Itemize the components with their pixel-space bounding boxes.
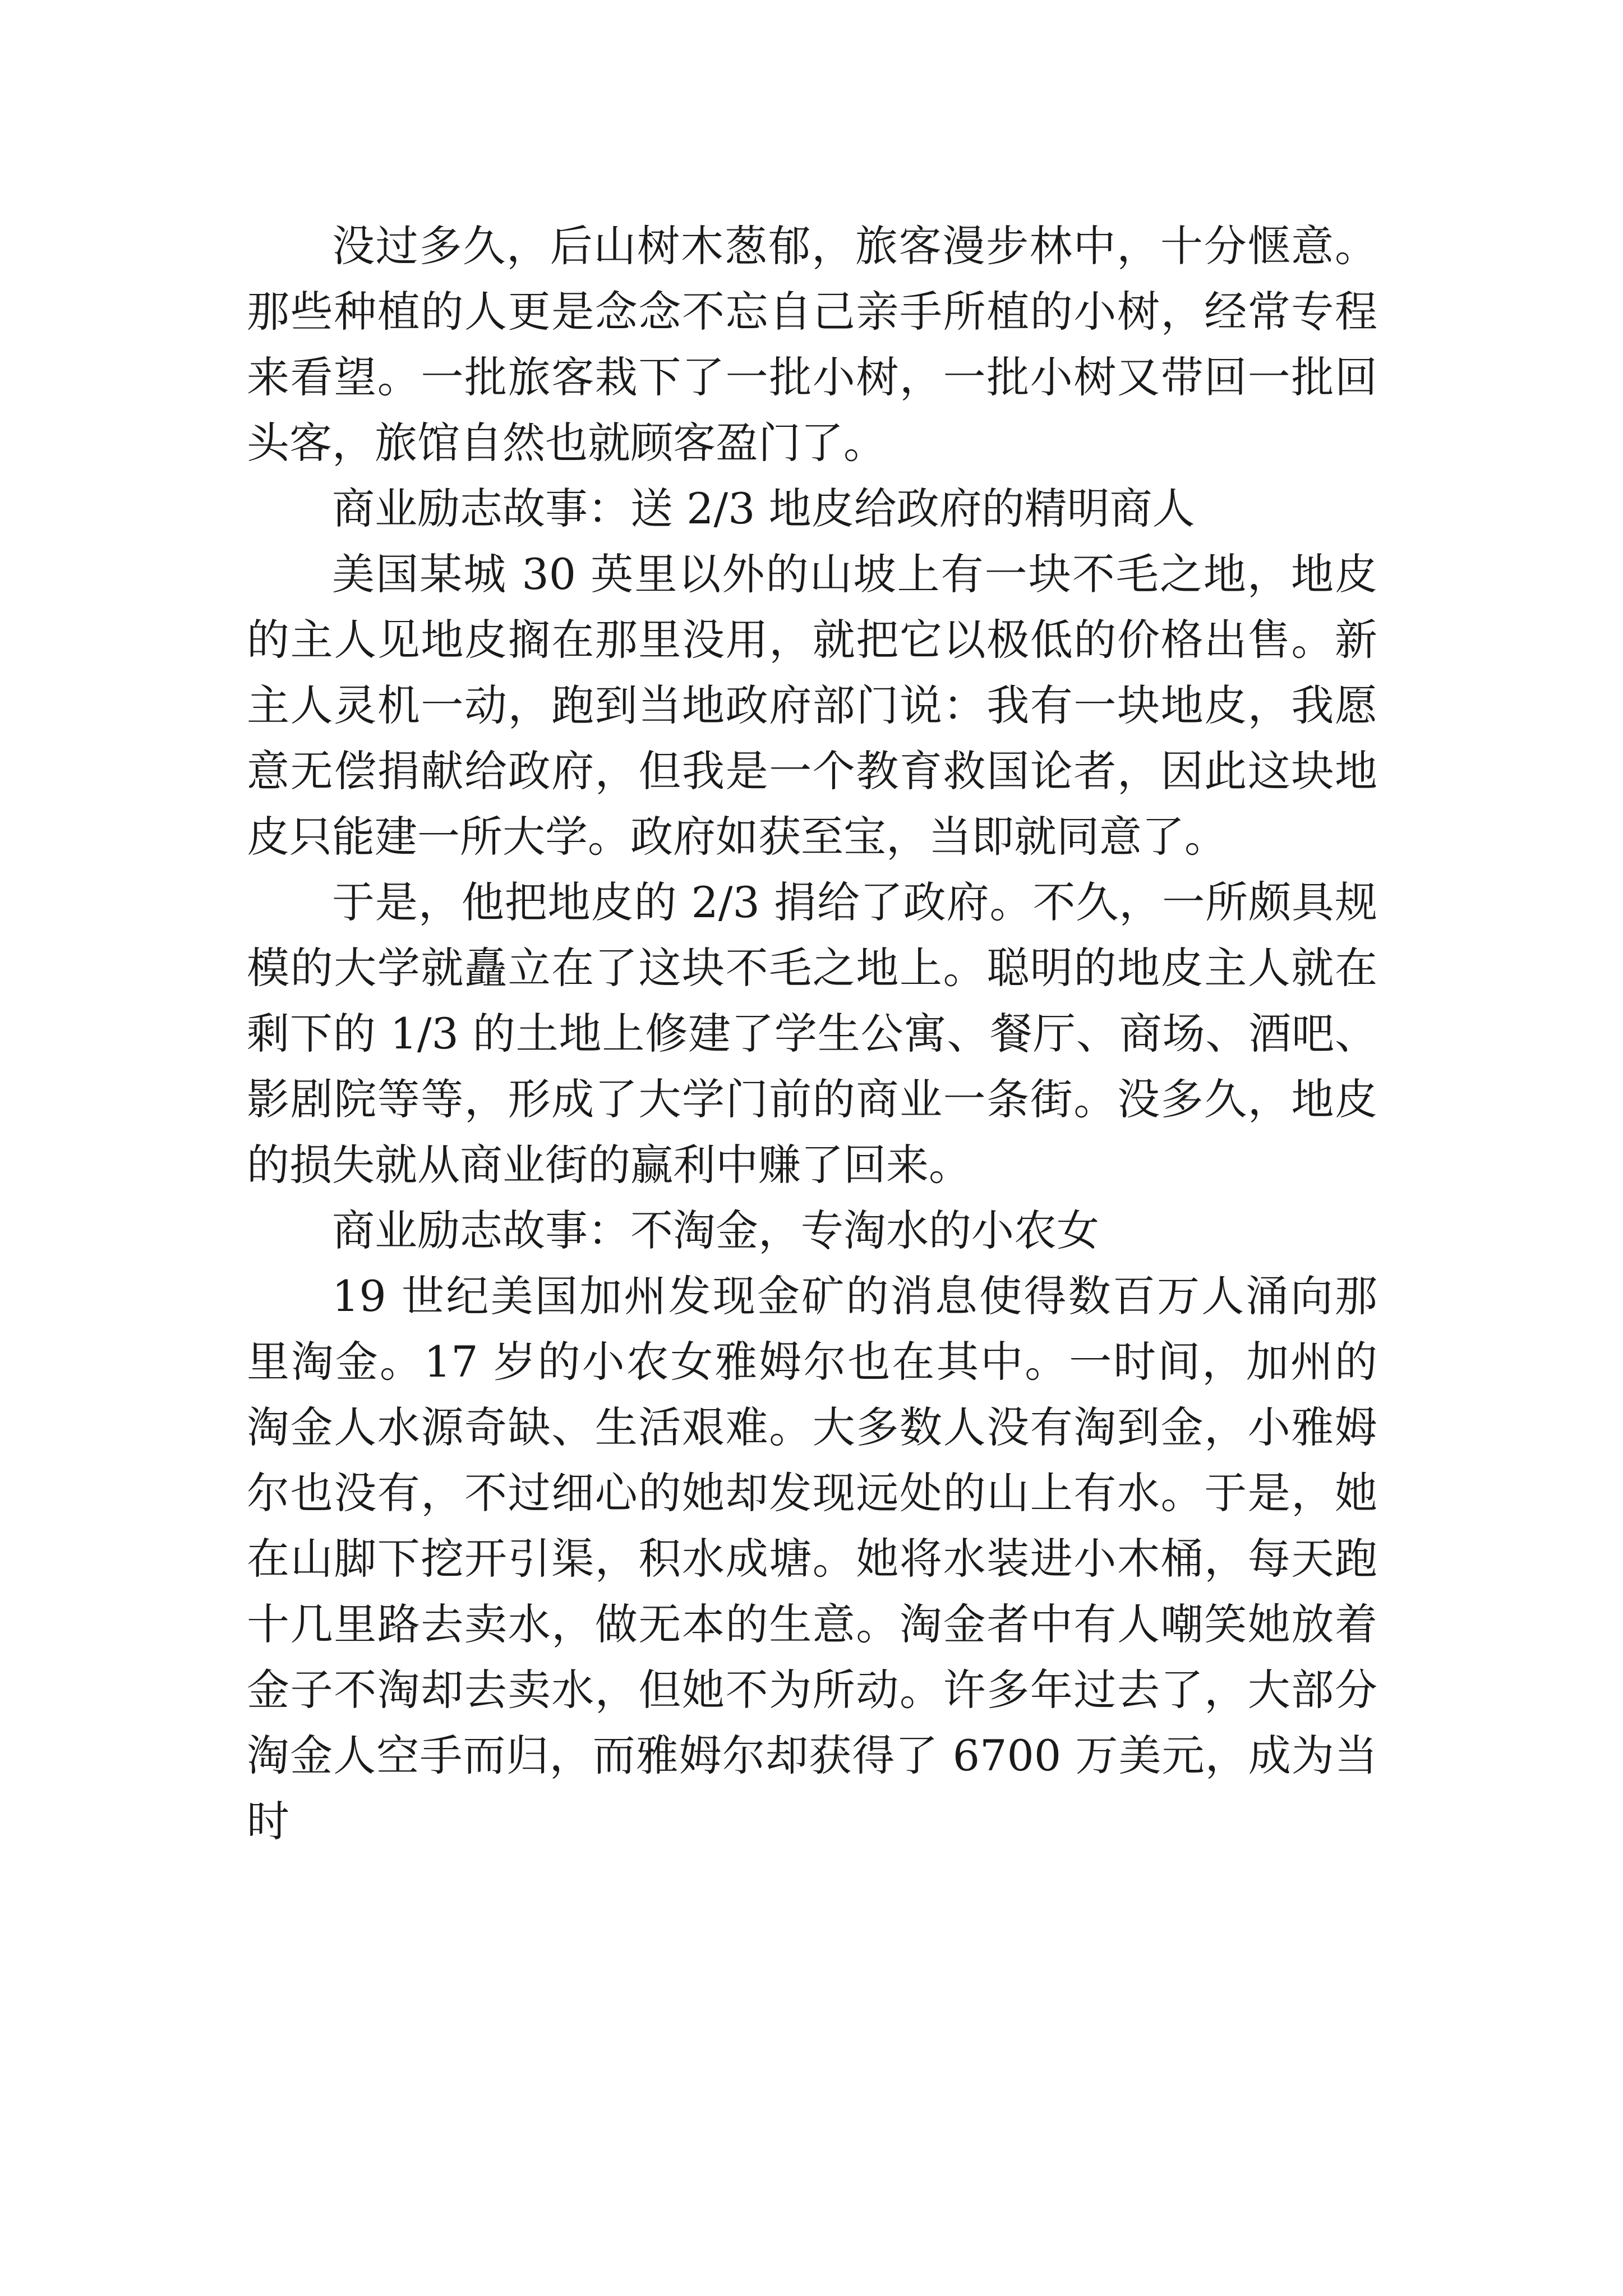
paragraph-university-street: 于是，他把地皮的 2/3 捐给了政府。不久，一所颇具规模的大学就矗立在了这块不毛之地上。聪明的地皮主人就在剩下的 1/3 的土地上修建了学生公寓、餐厅、商场、酒吧、影剧院等等，形成了大学门前的商业一条街。没多久，地皮的损失就从商业街的赢利中赚了回来。 xyxy=(247,877,1377,1190)
document-body xyxy=(247,213,1377,1854)
section-heading-water-seller: 商业励志故事：不淘金，专淘水的小农女 xyxy=(332,1205,1099,1255)
section-heading-land-merchant: 商业励志故事：送 2/3 地皮给政府的精明商人 xyxy=(332,484,1195,533)
paragraph-trees-conclusion: 没过多久，后山树木葱郁，旅客漫步林中，十分惬意。那些种植的人更是念念不忘自己亲手所植的小树，经常专程来看望。一批旅客栽下了一批小树，一批小树又带回一批回头客，旅馆自然也就顾客盈门了。 xyxy=(247,221,1377,468)
paragraph-land-donation: 美国某城 30 英里以外的山坡上有一块不毛之地，地皮的主人见地皮搁在那里没用，就把它以极低的价格出售。新主人灵机一动，跑到当地政府部门说：我有一块地皮，我愿意无偿捐献给政府，但我是一个教育救国论者，因此这块地皮只能建一所大学。政府如获至宝，当即就同意了。 xyxy=(247,549,1377,862)
paragraph-gold-rush: 19 世纪美国加州发现金矿的消息使得数百万人涌向那里淘金。17 岁的小农女雅姆尔也在其中。一时间，加州的淘金人水源奇缺、生活艰难。大多数人没有淘到金，小雅姆尔也没有，不过细心的她却发现远处的山上有水。于是，她在山脚下挖开引渠，积水成塘。她将水装进小木桶，每天跑十几里路去卖水，做无本的生意。淘金者中有人嘲笑她放着金子不淘却去卖水，但她不为所动。许多年过去了，大部分淘金人空手而归，而雅姆尔却获得了 6700 万美元，成为当时 xyxy=(247,1271,1377,1846)
